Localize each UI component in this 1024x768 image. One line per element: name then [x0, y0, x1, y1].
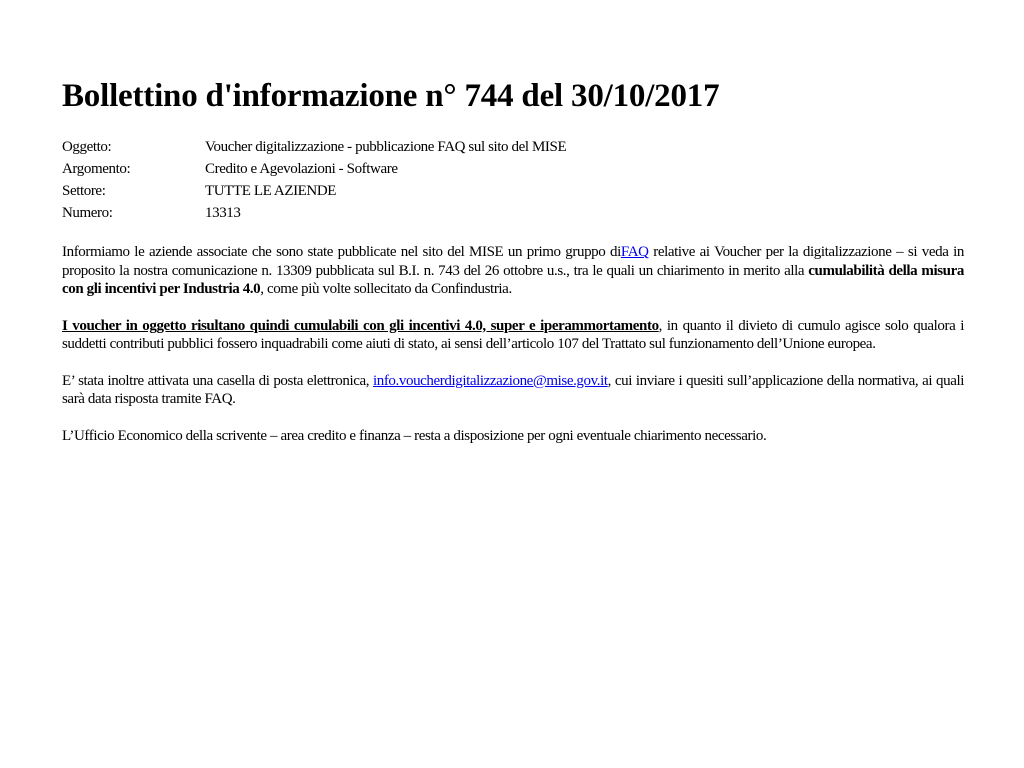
- meta-row-number: [62, 202, 962, 224]
- cumulability-explanation: , in quanto il divieto di cumulo agisce solo qualora i suddetti contributi pubblici fossero inquadrabili come aiuti di stato, ai sensi dell’articolo 107 del Trattato sul funzionamento dell’Unione europea.: [62, 317, 964, 352]
- bulletin-body: [62, 243, 964, 445]
- number-value: 13313: [205, 205, 241, 221]
- email-intro: E’ stata inoltre attivata una casella di posta elettronica,: [62, 372, 373, 389]
- bulletin-metadata: [62, 136, 962, 224]
- number-label: Numero:: [62, 205, 113, 221]
- paragraph-contact: L’Ufficio Economico della scrivente – area credito e finanza – resta a disposizione per ogni eventuale chiarimento necessario.: [62, 427, 767, 444]
- meta-row-sector: [62, 180, 962, 202]
- paragraph-announcement: [62, 243, 964, 299]
- meta-row-subject: [62, 136, 962, 158]
- topic-value: Credito e Agevolazioni - Software: [205, 161, 398, 177]
- subject-value: Voucher digitalizzazione - pubblicazione FAQ sul sito del MISE: [205, 139, 567, 155]
- cumulability-highlight: cumulabilità della misura con gli incentivi per Industria 4.0: [62, 262, 964, 297]
- paragraph-cumulability: [62, 317, 964, 354]
- sector-label: Settore:: [62, 183, 106, 199]
- email-link[interactable]: info.voucherdigitalizzazione@mise.gov.it: [372, 372, 608, 389]
- paragraph-email: [62, 372, 964, 409]
- sector-value: TUTTE LE AZIENDE: [205, 183, 337, 199]
- cumulability-statement: I voucher in oggetto risultano quindi cumulabili con gli incentivi 4.0, super e iperammortamento: [62, 317, 659, 334]
- faq-link[interactable]: FAQ: [620, 244, 649, 260]
- announcement-end: , come più volte sollecitato da Confindustria.: [260, 281, 512, 297]
- subject-label: Oggetto:: [62, 139, 112, 155]
- announcement-continuation: relative ai Voucher per la digitalizzazione – si veda in proposito la nostra comunicazione n. 13309 pubblicata sul B.I. n. 743 del 26 ottobre u.s., tra le quali un chiarimento in merito alla: [62, 244, 964, 279]
- announcement-text: Informiamo le aziende associate che sono state pubblicate nel sito del MISE un primo gruppo di: [62, 244, 621, 260]
- topic-label: Argomento:: [62, 161, 131, 177]
- page-title: Bollettino d'informazione n° 744 del 30/10/2017: [62, 78, 720, 114]
- meta-row-topic: [62, 158, 962, 180]
- email-outro: , cui inviare i quesiti sull’applicazione della normativa, ai quali sarà data risposta tramite FAQ.: [62, 372, 964, 407]
